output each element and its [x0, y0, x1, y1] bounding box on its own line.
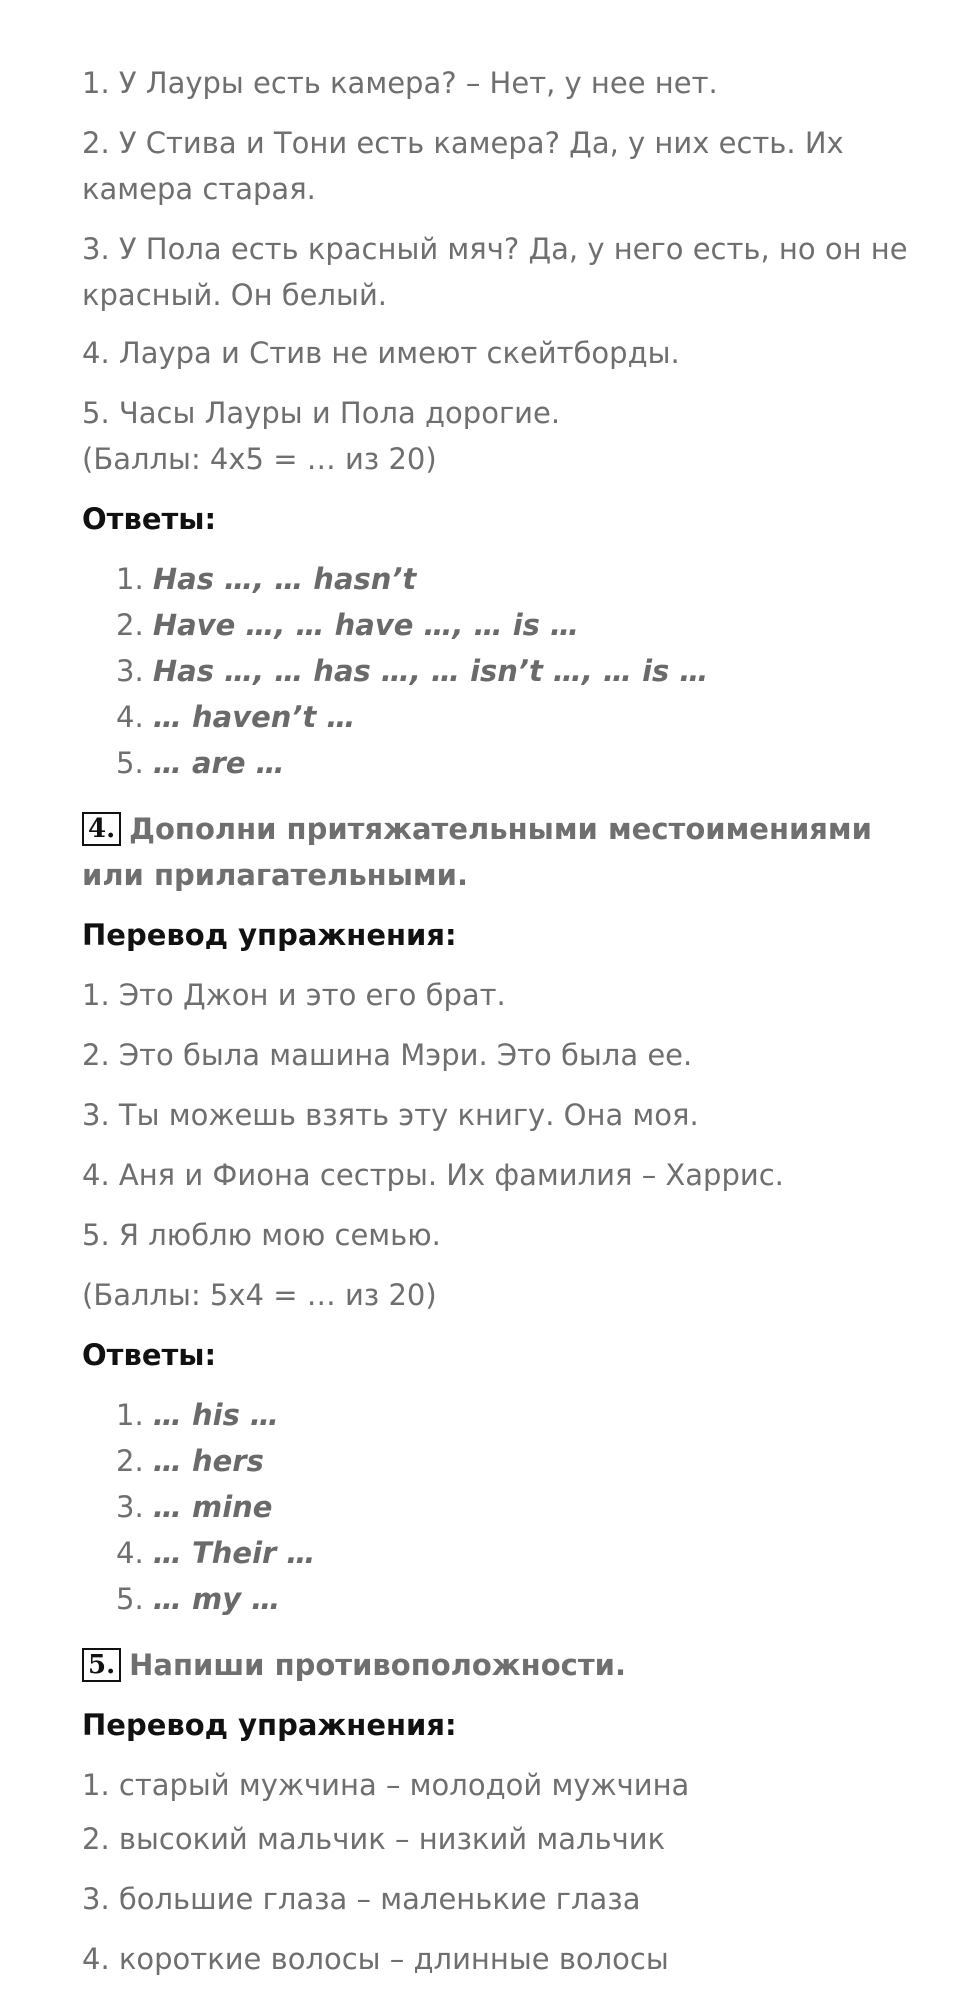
translation-line: 1. старый мужчина – молодой мужчина	[82, 1768, 690, 1802]
translation-line: 1. Это Джон и это его брат.	[82, 978, 506, 1012]
translation-line: 3. У Пола есть красный мяч? Да, у него есть, но он не красный. Он белый.	[82, 232, 908, 312]
answer-text: Has …, … has …, … isn’t …, … is …	[152, 654, 709, 688]
answer-number: 1.	[116, 562, 144, 596]
answer-number: 4.	[116, 700, 144, 734]
answers-heading: Ответы:	[82, 1338, 217, 1372]
answer-item	[116, 1530, 315, 1576]
answer-item	[116, 602, 579, 648]
translation-heading: Перевод упражнения:	[82, 918, 457, 952]
answer-number: 1.	[116, 1398, 144, 1432]
translation-line: 1. У Лауры есть камера? – Нет, у нее нет.	[82, 66, 718, 100]
answer-text: Have …, … have …, … is …	[152, 608, 579, 642]
answer-item	[116, 556, 416, 602]
answer-number: 3.	[116, 654, 144, 688]
answer-number: 3.	[116, 1490, 144, 1524]
answer-item	[116, 694, 355, 740]
answer-number: 4.	[116, 1536, 144, 1570]
answer-text: … haven’t …	[152, 700, 356, 734]
score-line: (Баллы: 4х5 = … из 20)	[82, 442, 437, 476]
answer-item	[116, 1576, 280, 1622]
translation-line: 4. Лаура и Стив не имеют скейтборды.	[82, 336, 680, 370]
exercise-number-badge: 5.	[82, 1648, 121, 1682]
translation-line: 5. Я люблю мою семью.	[82, 1218, 441, 1252]
answer-number: 2.	[116, 1444, 144, 1478]
answers-heading: Ответы:	[82, 502, 217, 536]
answer-text: … mine	[152, 1490, 273, 1524]
translation-line: 3. большие глаза – маленькие глаза	[82, 1882, 641, 1916]
translation-line: 5. Часы Лауры и Пола дорогие.	[82, 396, 561, 430]
exercise-4-title	[82, 806, 912, 898]
translation-line: 4. Аня и Фиона сестры. Их фамилия – Харрис.	[82, 1158, 784, 1192]
answer-text: … hers	[152, 1444, 264, 1478]
exercise-instruction: Напиши противоположности.	[129, 1648, 626, 1682]
answer-number: 2.	[116, 608, 144, 642]
translation-line: 4. короткие волосы – длинные волосы	[82, 1942, 669, 1976]
answer-text: … his …	[152, 1398, 279, 1432]
translation-line: 2. Это была машина Мэри. Это была ее.	[82, 1038, 693, 1072]
exercise-instruction: Дополни притяжательными местоимениями или прилагательными.	[82, 812, 872, 892]
translation-line: 3. Ты можешь взять эту книгу. Она моя.	[82, 1098, 699, 1132]
answer-text: Has …, … hasn’t	[152, 562, 417, 596]
answer-number: 5.	[116, 1582, 144, 1616]
answer-item	[116, 1484, 272, 1530]
answer-item	[116, 648, 708, 694]
answer-text: … my …	[152, 1582, 281, 1616]
exercise-number-badge: 4.	[82, 812, 121, 846]
answer-item	[116, 740, 285, 786]
exercise-5-title	[82, 1642, 912, 1688]
answer-text: … Their …	[152, 1536, 316, 1570]
translation-heading: Перевод упражнения:	[82, 1708, 457, 1742]
translation-line: 2. У Стива и Тони есть камера? Да, у них есть. Их камера старая.	[82, 126, 844, 206]
score-line: (Баллы: 5х4 = … из 20)	[82, 1278, 437, 1312]
answer-number: 5.	[116, 746, 144, 780]
answer-item	[116, 1438, 264, 1484]
answer-text: … are …	[152, 746, 285, 780]
answer-item	[116, 1392, 279, 1438]
translation-line: 2. высокий мальчик – низкий мальчик	[82, 1822, 666, 1856]
